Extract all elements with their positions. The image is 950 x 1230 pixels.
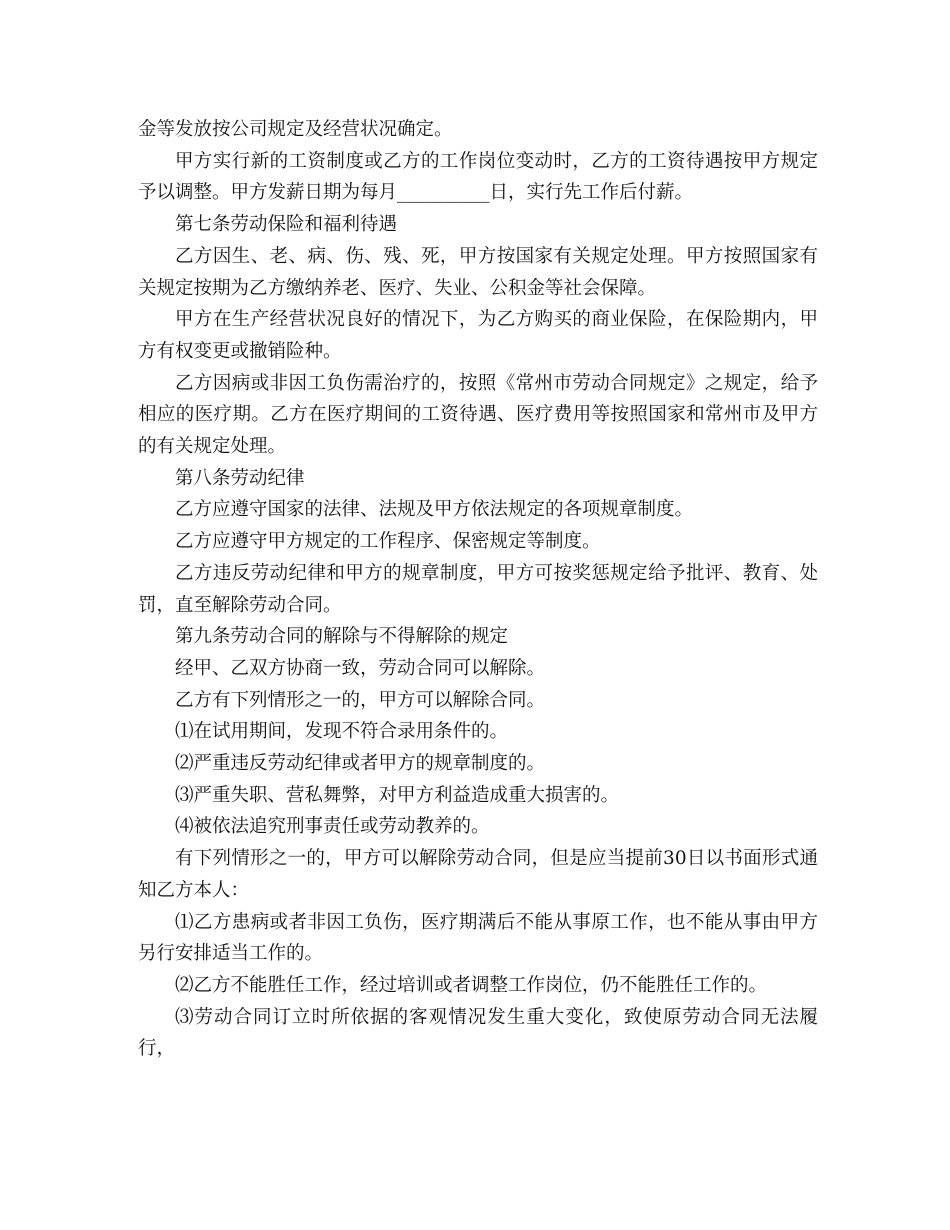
- list-item-4: ⑷被依法追究刑事责任或劳动教养的。: [175, 816, 490, 838]
- list-item-1: ⑴在试用期间，发现不符合录用条件的。: [175, 721, 509, 743]
- paragraph-5: 甲方在生产经营状况良好的情况下，为乙方购买的商业保险，在保险期内，甲方有权变更或撤销险种。: [138, 309, 818, 362]
- paragraph-9: 乙方应遵守甲方规定的工作程序、保密规定等制度。: [175, 531, 601, 553]
- paragraph-10: 乙方违反劳动纪律和甲方的规章制度，甲方可按奖惩规定给予批评、教育、处罚，直至解除劳动合同。: [138, 562, 818, 616]
- list-item-2: ⑵严重违反劳动纪律或者甲方的规章制度的。: [175, 753, 546, 775]
- section-heading-article-9: 第九条劳动合同的解除与不得解除的规定: [175, 626, 509, 648]
- list-item-5: ⑴乙方患病或者非因工负伤，医疗期满后不能从事原工作，也不能从事由甲方另行安排适当工作的。: [138, 911, 818, 965]
- list-item-7: ⑶劳动合同订立时所依据的客观情况发生重大变化，致使原劳动合同无法履行，: [138, 1006, 818, 1060]
- paragraph-4: 乙方因生、老、病、伤、残、死，甲方按国家有关规定处理。甲方按照国家有关规定按期为乙方缴纳养老、医疗、失业、公积金等社会保障。: [138, 245, 818, 299]
- paragraph-2: 甲方实行新的工资制度或乙方的工作岗位变动时，乙方的工资待遇按甲方规定予以调整。甲方发薪日期为每月__________日，实行先工作后付薪。: [138, 150, 818, 204]
- paragraph-1: 金等发放按公司规定及经营状况确定。: [138, 119, 453, 140]
- paragraph-13: 乙方有下列情形之一的，甲方可以解除合同。: [175, 689, 546, 711]
- list-item-6: ⑵乙方不能胜任工作，经过培训或者调整工作岗位，仍不能胜任工作的。: [175, 974, 768, 996]
- paragraph-12: 经甲、乙双方协商一致，劳动合同可以解除。: [175, 657, 546, 679]
- section-heading-article-8: 第八条劳动纪律: [175, 467, 305, 489]
- paragraph-8: 乙方应遵守国家的法律、法规及甲方依法规定的各项规章制度。: [175, 499, 694, 521]
- paragraph-6: 乙方因病或非因工负伤需治疗的，按照《常州市劳动合同规定》之规定，给予相应的医疗期。乙方在医疗期间的工资待遇、医疗费用等按照国家和常州市及甲方的有关规定处理。: [138, 372, 818, 458]
- list-item-3: ⑶严重失职、营私舞弊，对甲方利益造成重大损害的。: [175, 784, 620, 806]
- document-body: [138, 114, 818, 1065]
- paragraph-18: 有下列情形之一的，甲方可以解除劳动合同，但是应当提前30日以书面形式通知乙方本人：: [138, 848, 818, 901]
- section-heading-article-7: 第七条劳动保险和福利待遇: [175, 214, 398, 236]
